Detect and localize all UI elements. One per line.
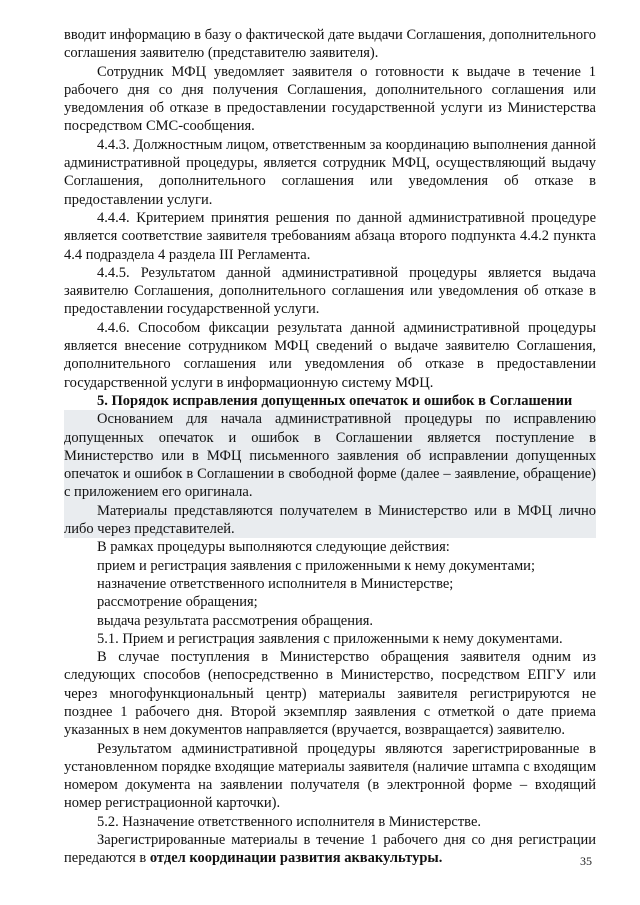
list-item-assignment: назначение ответственного исполнителя в Министерстве; [97, 575, 454, 592]
paragraph-actions-intro: В рамках процедуры выполняются следующие действия: [97, 539, 450, 556]
page-number: 35 [580, 854, 592, 868]
paragraph-4-4-4: 4.4.4. Критерием принятия решения по данной административной процедуре является соответствие заявителя требованиям абзаца второго подпункта 4.4.2 пункта 4.4 подраздела 4 раздела III Регламента. [64, 209, 596, 263]
paragraph-result: Результатом административной процедуры являются зарегистрированные в установленном порядке входящие материалы заявителя (наличие штампа с входящим номером документа на заявлении получателя (в электронной форме – входящий номер регистрационной карточки). [64, 740, 596, 812]
paragraph-materials: Материалы представляются получателем в Министерство или в МФЦ лично либо через представителей. [64, 502, 596, 538]
paragraph-5-2: 5.2. Назначение ответственного исполнителя в Министерстве. [97, 813, 482, 830]
paragraph-sms-notice: Сотрудник МФЦ уведомляет заявителя о готовности к выдаче в течение 1 рабочего дня со дня получения Соглашения, дополнительного соглашения или уведомления об отказе в предоставлении государственной услуги из Министерства посредством СМС-сообщения. [64, 63, 596, 135]
paragraph-intro: вводит информацию в базу о фактической дате выдачи Соглашения, дополнительного соглашения заявителю (представителю заявителя). [64, 27, 596, 62]
paragraph-registration: В случае поступления в Министерство обращения заявителя одним из следующих способов (непосредственно в Министерство, посредством ЕПГУ или через многофункциональный центр) материалы заявителя регистрируются не позднее 1 рабочего дня. Второй экземпляр заявления с отметкой о дате приема указанных в нем документов направляется (вручается, возвращается) заявителю. [64, 649, 596, 739]
paragraph-transfer [64, 831, 596, 868]
paragraph-transfer-text: Зарегистрированные материалы в течение 1 рабочего дня со дня регистрации передаются в [64, 832, 596, 867]
list-item-reception: прием и регистрация заявления с приложенными к нему документами; [97, 557, 535, 574]
list-item-review: рассмотрение обращения; [97, 594, 258, 611]
paragraph-4-4-5: 4.4.5. Результатом данной административной процедуры является выдача заявителю Соглашения, дополнительного соглашения или уведомления об отказе в предоставлении государственной услуги. [64, 264, 596, 318]
section-5-heading: 5. Порядок исправления допущенных опечаток и ошибок в Соглашении [97, 392, 573, 409]
document-body [64, 26, 596, 868]
paragraph-4-4-3: 4.4.3. Должностным лицом, ответственным за координацию выполнения данной административной процедуры, является сотрудник МФЦ, осуществляющий выдачу Соглашения, дополнительного соглашения или уведомления об отказе в предоставлении услуги. [64, 136, 596, 208]
list-item-issuance: выдача результата рассмотрения обращения. [97, 612, 374, 629]
paragraph-5-1: 5.1. Прием и регистрация заявления с приложенными к нему документами. [97, 630, 563, 647]
paragraph-4-4-6: 4.4.6. Способом фиксации результата данной административной процедуры является внесение сотрудником МФЦ сведений о выдаче заявителю Соглашения, дополнительного соглашения или уведомления об отказе в предоставлении государственной услуги в информационную систему МФЦ. [64, 319, 596, 391]
paragraph-basis: Основанием для начала административной процедуры по исправлению допущенных опечаток и ошибок в Соглашении является поступление в Министерство или в МФЦ письменного заявления об исправлении допущенных опечаток и ошибок в Соглашении в свободной форме (далее – заявление, обращение) с приложением его оригинала. [64, 411, 596, 501]
department-name: отдел координации развития аквакультуры. [149, 850, 443, 867]
